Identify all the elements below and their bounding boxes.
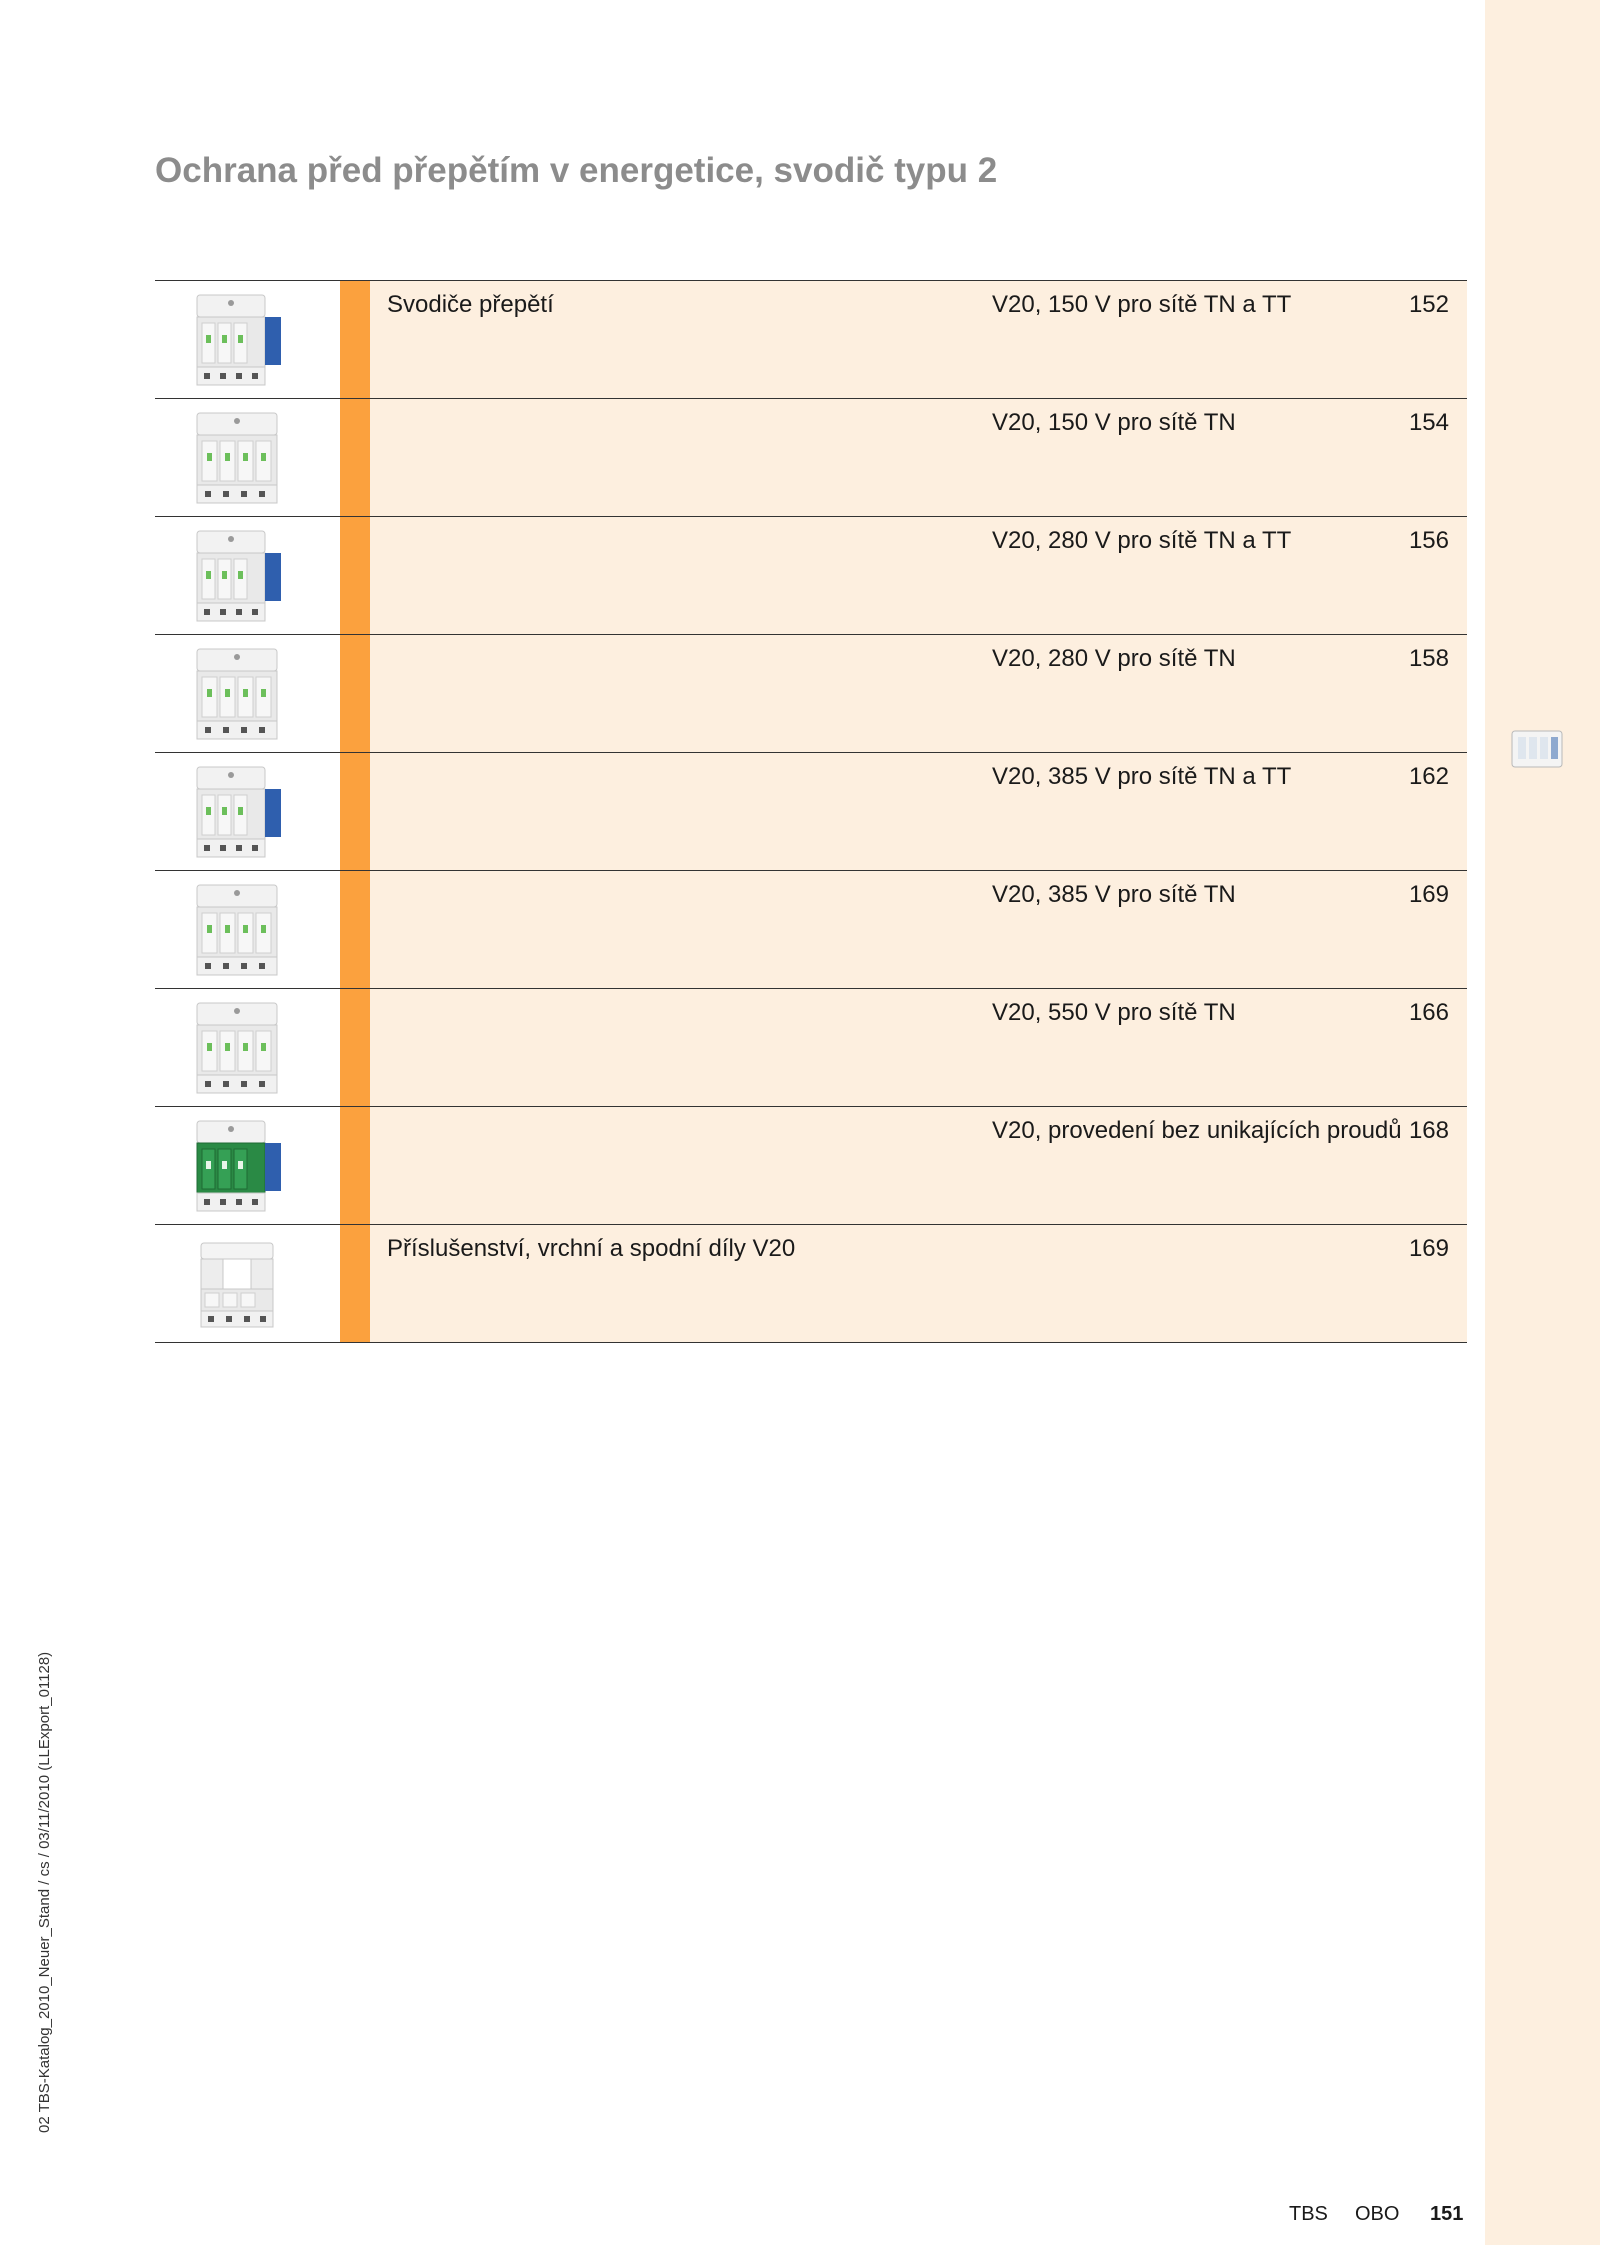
page-reference[interactable]: 152: [1408, 291, 1449, 318]
product-description: V20, 385 V pro sítě TN: [992, 881, 1236, 908]
group-label: Příslušenství, vrchní a spodní díly V20: [387, 1235, 796, 1262]
product-image-cell: [155, 517, 340, 634]
side-band: [1485, 0, 1600, 2245]
surge-arrester-gray-image: [193, 407, 293, 509]
product-description: V20, 550 V pro sítě TN: [992, 999, 1236, 1026]
product-image-cell: [155, 871, 340, 988]
base-part-image: [193, 1233, 293, 1335]
group-label: Svodiče přepětí: [387, 291, 554, 318]
table-row[interactable]: [155, 1107, 1467, 1225]
surge-arrester-blue-image: [193, 761, 293, 863]
surge-arrester-blue-image: [193, 289, 293, 391]
product-image-cell: [155, 1225, 340, 1342]
surge-arrester-green-image: [193, 1115, 293, 1217]
product-description: V20, 280 V pro sítě TN: [992, 645, 1236, 672]
table-row[interactable]: [155, 753, 1467, 871]
row-content: [370, 281, 1467, 398]
product-image-cell: [155, 753, 340, 870]
product-description: V20, provedení bez unikajících proudů: [992, 1117, 1402, 1144]
table-row[interactable]: [155, 399, 1467, 517]
row-content: [370, 399, 1467, 516]
table-row[interactable]: [155, 281, 1467, 399]
table-row[interactable]: [155, 989, 1467, 1107]
footer-brand-obo: OBO: [1355, 2203, 1400, 2225]
accent-bar: [340, 635, 370, 752]
page-title: Ochrana před přepětím v energetice, svodič typu 2: [155, 151, 998, 191]
table-row[interactable]: [155, 635, 1467, 753]
accent-bar: [340, 517, 370, 634]
accent-bar: [340, 871, 370, 988]
row-content: [370, 871, 1467, 988]
table-row[interactable]: [155, 871, 1467, 989]
page-reference[interactable]: 166: [1408, 999, 1449, 1026]
table-row[interactable]: [155, 517, 1467, 635]
accent-bar: [340, 753, 370, 870]
page-number: 151: [1430, 2203, 1464, 2225]
accent-bar: [340, 1225, 370, 1342]
chapter-thumbnail-icon: [1510, 725, 1564, 773]
accent-bar: [340, 989, 370, 1106]
accent-bar: [340, 399, 370, 516]
page-reference[interactable]: 162: [1408, 763, 1449, 790]
surge-arrester-gray-image: [193, 643, 293, 745]
product-description: V20, 280 V pro sítě TN a TT: [992, 527, 1292, 554]
accent-bar: [340, 281, 370, 398]
product-description: V20, 150 V pro sítě TN a TT: [992, 291, 1292, 318]
product-image-cell: [155, 989, 340, 1106]
page-reference[interactable]: 168: [1408, 1117, 1449, 1144]
row-content: [370, 517, 1467, 634]
document-code: 02 TBS-Katalog_2010_Neuer_Stand / cs / 03/11/2010 (LLExport_01128): [36, 1651, 53, 2133]
row-content: [370, 989, 1467, 1106]
row-content: [370, 753, 1467, 870]
footer-brand-tbs: TBS: [1289, 2203, 1328, 2225]
product-image-cell: [155, 399, 340, 516]
product-image-cell: [155, 1107, 340, 1224]
accent-bar: [340, 1107, 370, 1224]
surge-arrester-gray-image: [193, 997, 293, 1099]
surge-arrester-gray-image: [193, 879, 293, 981]
page-reference[interactable]: 156: [1408, 527, 1449, 554]
catalog-table: [155, 280, 1467, 1343]
page-reference[interactable]: 154: [1408, 409, 1449, 436]
product-description: V20, 150 V pro sítě TN: [992, 409, 1236, 436]
page-reference[interactable]: 169: [1408, 1235, 1449, 1262]
product-image-cell: [155, 281, 340, 398]
page-reference[interactable]: 158: [1408, 645, 1449, 672]
row-content: [370, 1107, 1467, 1224]
surge-arrester-blue-image: [193, 525, 293, 627]
page-reference[interactable]: 169: [1408, 881, 1449, 908]
row-content: [370, 635, 1467, 752]
product-description: V20, 385 V pro sítě TN a TT: [992, 763, 1292, 790]
table-row[interactable]: [155, 1225, 1467, 1343]
row-content: [370, 1225, 1467, 1342]
product-image-cell: [155, 635, 340, 752]
